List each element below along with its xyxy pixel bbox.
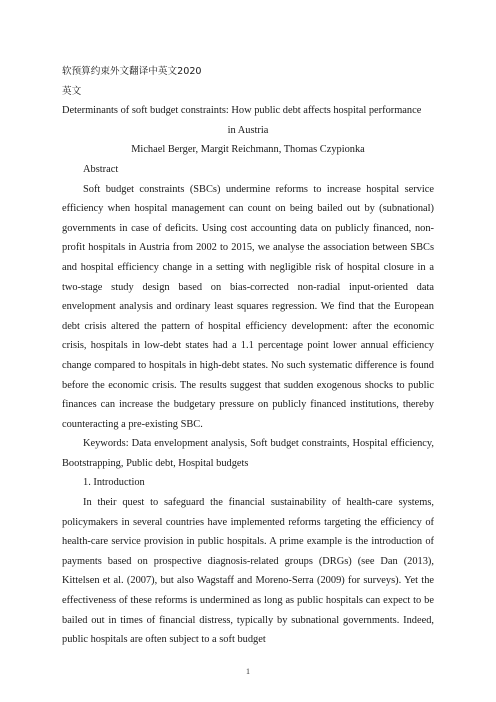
abstract-heading: Abstract <box>83 163 119 175</box>
introduction-paragraph: In their quest to safeguard the financial sustainability of health-care systems, policymakers in several countries have implemented reforms targeting the efficiency of health-care service provision in public hospitals. A prime example is the introduction of payments based on prospective diagnosis-related groups (DRGs) (see Dan (2013), Kittelsen et al. (2007), but also Wagstaff and Moreno-Serra (2009) for surveys). Yet the effectiveness of these reforms is undermined as long as public hospitals can expect to be bailed out in times of financial distress, typically by subnational governments. Indeed, public hospitals are often subject to a soft budget <box>62 497 434 646</box>
document-title: 软预算约束外文翻译中英文2020 <box>62 66 202 77</box>
section-heading-introduction: 1. Introduction <box>83 477 145 489</box>
section-label: 英文 <box>62 85 82 97</box>
article-authors: Michael Berger, Margit Reichmann, Thomas Czypionka <box>131 144 365 156</box>
abstract-paragraph: Soft budget constraints (SBCs) undermine reforms to increase hospital service efficiency when hospital management can count on being bailed out by (subnational) governments in case of deficits. Using cost accounting data on publicly financed, non-profit hospitals in Austria from 2002 to 2015, we analyse the association between SBCs and hospital efficiency change in a setting with negligible risk of hospital closure in a two-stage study design based on bias-corrected non-radial input-oriented data envelopment analysis and ordinary least squares regression. We find that the European debt crisis altered the pattern of hospital efficiency development: after the economic crisis, hospitals in low-debt states had a 1.1 percentage point lower annual efficiency change compared to hospitals in high-debt states. No such systematic difference is found before the economic crisis. The results suggest that sudden exogenous shocks to public finances can increase the budgetary pressure on publicly financed institutions, thereby counteracting a pre-existing SBC. <box>62 183 434 430</box>
page-content <box>62 62 434 650</box>
article-title <box>62 101 434 140</box>
keywords-paragraph: Keywords: Data envelopment analysis, Soft budget constraints, Hospital efficiency, Bootstrapping, Public debt, Hospital budgets <box>62 438 434 469</box>
page-number: 1 <box>246 667 250 676</box>
article-title-line-1: Determinants of soft budget constraints: How public debt affects hospital performance <box>62 105 422 117</box>
article-title-line-2: in Austria <box>227 124 269 136</box>
